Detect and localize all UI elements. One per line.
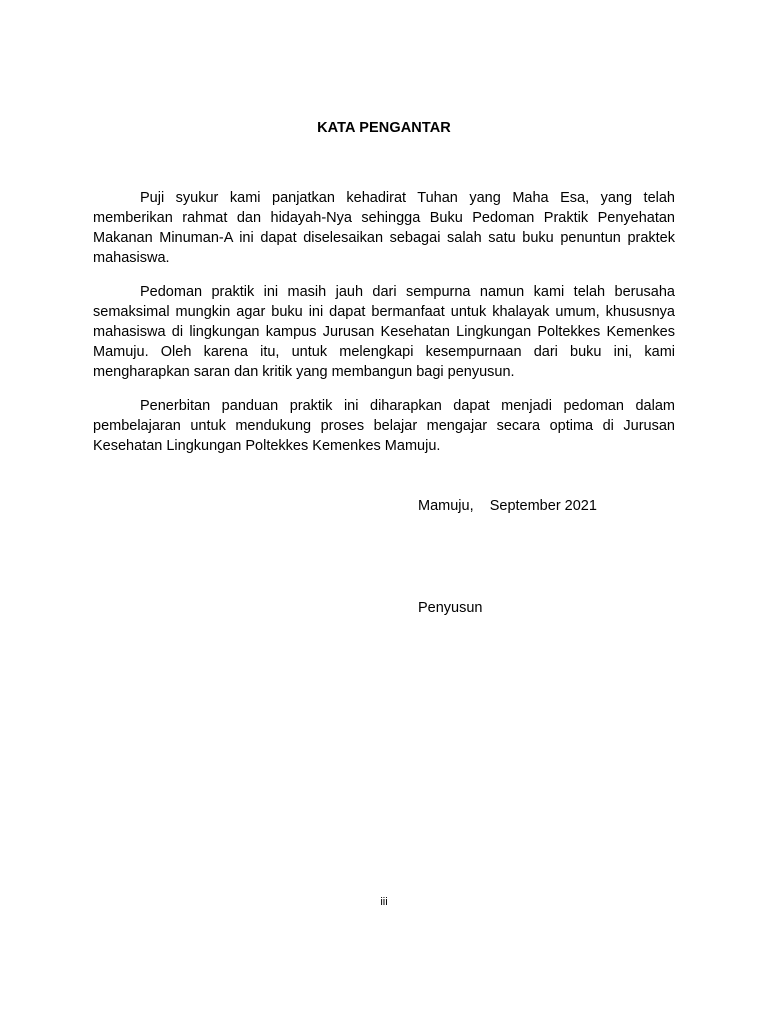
paragraph-3: Penerbitan panduan praktik ini diharapkan dapat menjadi pedoman dalam pembelajaran untuk mendukung proses belajar mengajar secara optima di Jurusan Kesehatan Lingkungan Poltekkes Kemenkes Mamuju.: [93, 398, 675, 454]
page-number: iii: [380, 896, 388, 908]
place-date: Mamuju, September 2021: [418, 498, 597, 514]
paragraph-1: Puji syukur kami panjatkan kehadirat Tuhan yang Maha Esa, yang telah memberikan rahmat dan hidayah-Nya sehingga Buku Pedoman Praktik Penyehatan Makanan Minuman-A ini dapat diselesaikan sebagai salah satu buku penuntun praktek mahasiswa.: [93, 190, 675, 266]
page-title: KATA PENGANTAR: [317, 120, 451, 136]
paragraph-2: Pedoman praktik ini masih jauh dari sempurna namun kami telah berusaha semaksimal mungkin agar buku ini dapat bermanfaat untuk khalayak umum, khususnya mahasiswa di lingkungan kampus Jurusan Kesehatan Lingkungan Poltekkes Kemenkes Mamuju. Oleh karena itu, untuk melengkapi kesempurnaan dari buku ini, kami mengharapkan saran dan kritik yang membangun bagi penyusun.: [93, 284, 675, 380]
body-text: [93, 188, 675, 470]
author-signature: Penyusun: [418, 600, 483, 616]
